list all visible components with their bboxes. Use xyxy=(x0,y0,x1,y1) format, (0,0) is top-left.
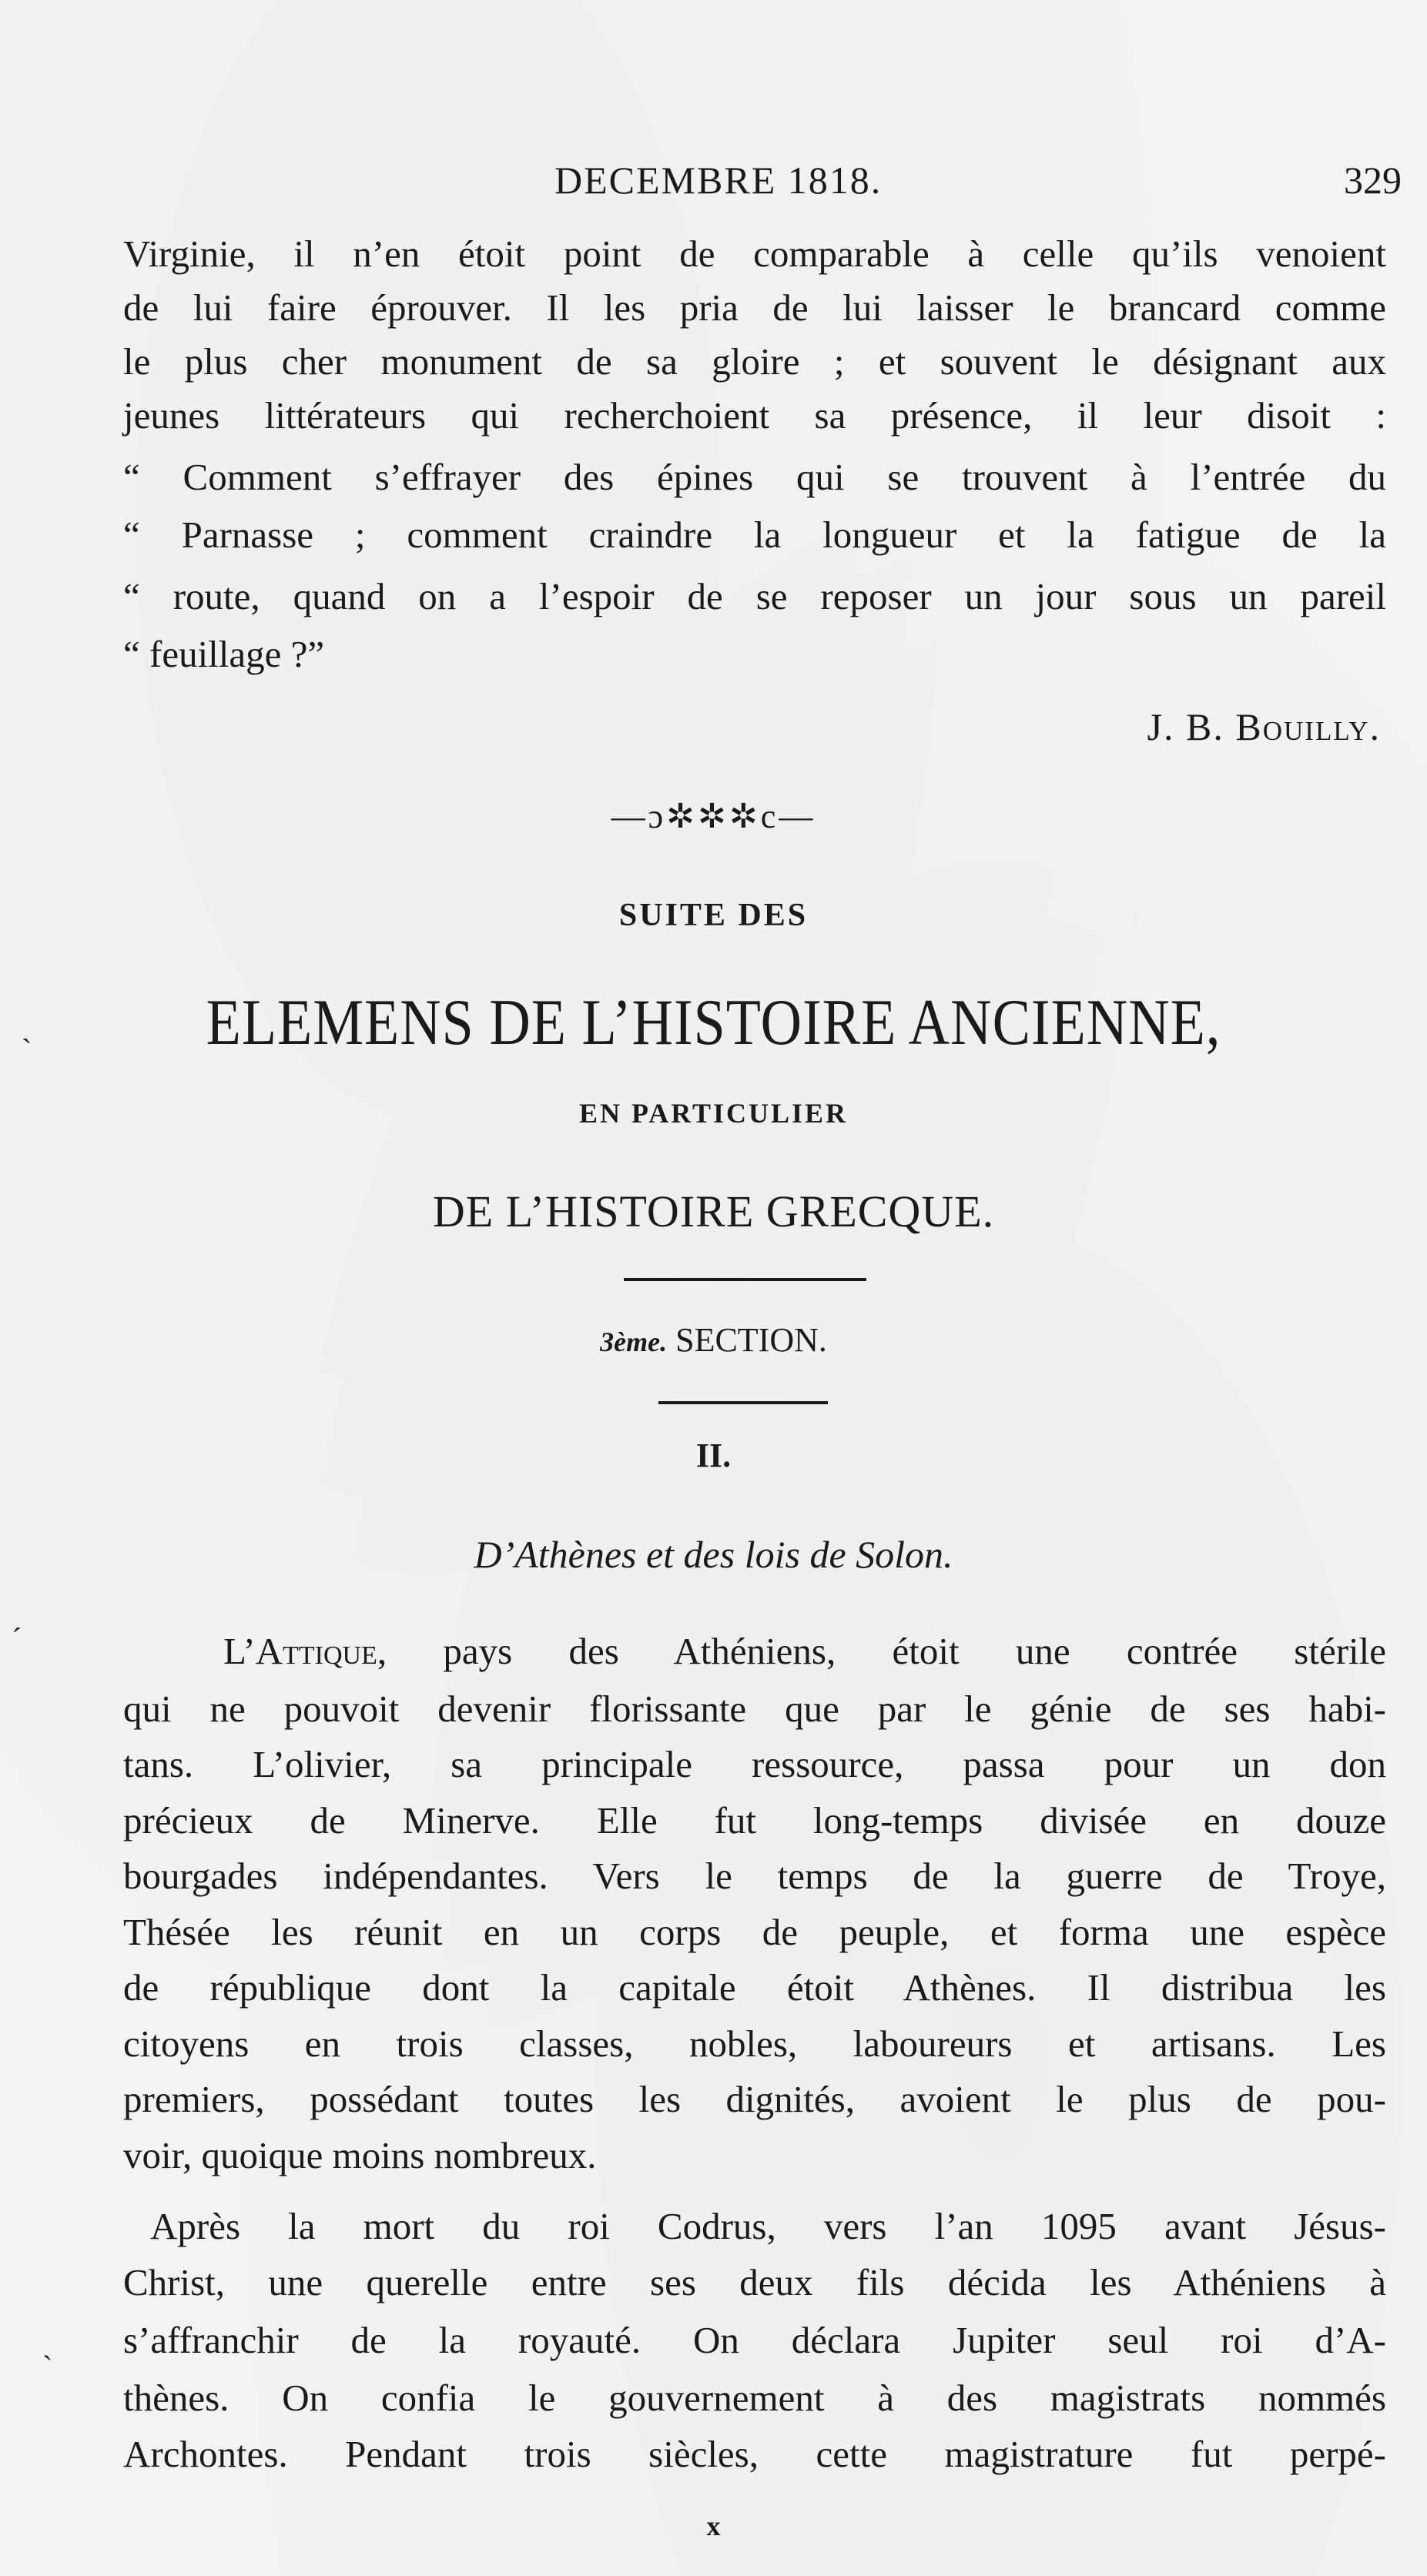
lead-word: L’Attique, xyxy=(223,1630,387,1672)
paragraph-line: bourgades indépendantes. Vers le temps de la guerre de Troye, xyxy=(123,1855,1386,1897)
en-particulier-heading: EN PARTICULIER xyxy=(578,1098,849,1129)
signature-name: Bouilly. xyxy=(1235,705,1381,748)
paragraph-line: de république dont la capitale étoit Athènes. Il distribua les xyxy=(123,1966,1386,2009)
divider-rule xyxy=(624,1278,866,1281)
margin-ink-mark: ˊ xyxy=(12,1621,22,1656)
divider-rule xyxy=(658,1401,828,1404)
author-signature xyxy=(1147,704,1381,749)
paragraph-line: précieux de Minerve. Elle fut long-temps divisée en douze xyxy=(123,1799,1386,1842)
paragraph-line: Thésée les réunit en un corps de peuple, et forma une espèce xyxy=(123,1911,1386,1953)
paragraph-line: voir, quoique moins nombreux. xyxy=(123,2134,597,2176)
signature-initials: J. B. xyxy=(1147,705,1224,748)
paragraph-line: tans. L’olivier, sa principale ressource, passa pour un don xyxy=(123,1743,1386,1785)
running-title: DECEMBRE 1818. xyxy=(554,159,883,202)
section-ornament: —ɔ✲✲✲c— xyxy=(611,798,816,835)
continuation-line: “ Comment s’effrayer des épines qui se trouvent à l’entrée du xyxy=(123,456,1386,498)
section-heading xyxy=(0,1320,1427,1360)
margin-ink-mark: ˋ xyxy=(22,1032,32,1067)
signature-mark: x xyxy=(706,2511,721,2541)
continuation-line: “ Parnasse ; comment craindre la longueur et la fatigue de la xyxy=(123,514,1386,556)
paragraph-line: thènes. On confia le gouvernement à des magistrats nommés xyxy=(123,2377,1386,2419)
article-subtitle: DE L’HISTOIRE GRECQUE. xyxy=(432,1186,995,1236)
margin-ink-mark: ˎ xyxy=(42,2326,53,2360)
running-head xyxy=(123,158,1402,204)
paragraph-line: L’Attique, pays des Athéniens, étoit une contrée stérile xyxy=(223,1630,1386,1672)
paragraph-line: premiers, possédant toutes les dignités, avoient le plus de pou- xyxy=(123,2078,1386,2120)
continuation-line: Virginie, il n’en étoit point de comparable à celle qu’ils venoient xyxy=(123,233,1386,275)
chapter-number: II. xyxy=(695,1437,732,1474)
article-title: ELEMENS DE L’HISTOIRE ANCIENNE, xyxy=(206,986,1221,1059)
suite-heading: SUITE DES xyxy=(618,898,809,933)
paragraph-line: s’affranchir de la royauté. On déclara Jupiter seul roi d’A- xyxy=(123,2319,1386,2361)
paragraph-line: qui ne pouvoit devenir florissante que par le génie de ses habi- xyxy=(123,1688,1386,1730)
paragraph-line: citoyens en trois classes, nobles, laboureurs et artisans. Les xyxy=(123,2022,1386,2065)
paragraph-line: Christ, une querelle entre ses deux fils décida les Athéniens à xyxy=(123,2261,1386,2303)
continuation-line: “ route, quand on a l’espoir de se reposer un jour sous un pareil xyxy=(123,575,1386,617)
continuation-line: le plus cher monument de sa gloire ; et souvent le désignant aux xyxy=(123,340,1386,383)
chapter-subheading: D’Athènes et des lois de Solon. xyxy=(474,1533,953,1576)
page-number: 329 xyxy=(1344,159,1402,202)
continuation-line: “ feuillage ?” xyxy=(123,633,325,675)
continuation-line: de lui faire éprouver. Il les pria de lui laisser le brancard comme xyxy=(123,286,1386,329)
paragraph-line: Archontes. Pendant trois siècles, cette magistrature fut perpé- xyxy=(123,2433,1386,2475)
section-ordinal: 3ème. xyxy=(600,1326,668,1357)
section-word: SECTION. xyxy=(675,1321,827,1359)
continuation-line: jeunes littérateurs qui recherchoient sa présence, il leur disoit : xyxy=(123,394,1386,437)
paragraph-line: Après la mort du roi Codrus, vers l’an 1095 avant Jésus- xyxy=(150,2205,1386,2247)
